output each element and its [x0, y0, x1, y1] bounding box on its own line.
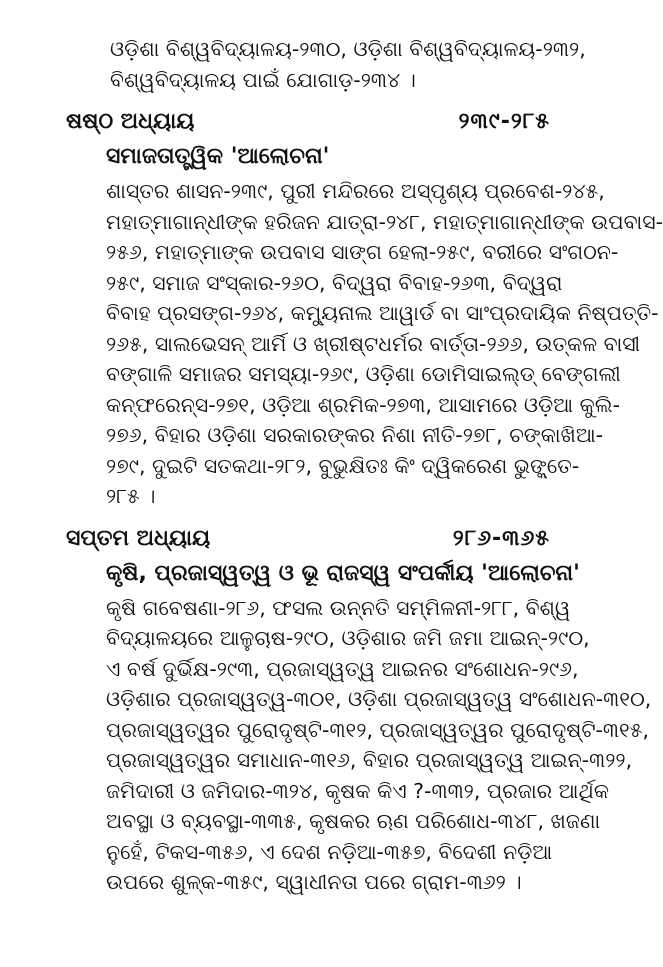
contents-line: ୨୫୯, ସମାଜ ସଂସ୍କାର-୨୬୦, ବିଦ୍ୱରା ବିବାହ-୨୬୩, ବିଦ୍ୱରା — [106, 270, 563, 295]
intro-line: ଓଡ଼ିଶା ବିଶ୍ୱବିଦ୍ୟାଳୟ-୨୩୦, ଓଡ଼ିଶା ବିଶ୍ୱବିଦ୍ୟାଳୟ-୨୩୨, — [110, 37, 586, 61]
chapter-7-subheading: କୃଷି, ପ୍ରଜାସ୍ୱତ୍ୱ ଓ ଭୂ ରାଜସ୍ୱ ସଂପର୍କୀୟ 'ଆଲୋଚନା' — [106, 560, 580, 586]
chapter-7-contents — [106, 593, 652, 898]
contents-line: ବିବାହ ପ୍ରସଙ୍ଗ-୨୬୪, କମ୍ୟୁନାଲ ଆୱାର୍ଡ ବା ସାଂପ୍ରଦାୟିକ ନିଷ୍ପତ୍ତି- — [106, 301, 659, 325]
chapter-7-page-range: ୨୮୬-୩୬୫ — [452, 525, 550, 551]
contents-line: ପ୍ରଜାସ୍ୱତ୍ୱର ସମାଧାନ-୩୧୬, ବିହାର ପ୍ରଜାସ୍ୱତ୍ୱ ଆଇନ୍-୩୨୨, — [106, 748, 633, 772]
contents-line: ୨୭୯, ଦୁଇଟି ସତକଥା-୨୮୨, ବୁଭୁକ୍ଷିତଃ କିଂ ଦ୍ୱିକରେଣ ଭୁଙ୍କ୍ତେ- — [106, 453, 580, 478]
chapter-7-heading — [66, 526, 550, 551]
contents-line: ଓଡ଼ିଶାର ପ୍ରଜାସ୍ୱତ୍ୱ-୩୦୧, ଓଡ଼ିଶା ପ୍ରଜାସ୍ୱତ୍ୱ ସଂଶୋଧନ-୩୧୦, — [106, 687, 652, 711]
contents-line: ବିଦ୍ୟାଳୟରେ ଆଳୁଚାଷ-୨୯୦, ଓଡ଼ିଶାର ଜମି ଜମା ଆଇନ୍-୨୯୦, — [106, 626, 590, 650]
contents-line: ଜମିଦାରୀ ଓ ଜମିଦାର-୩୨୪, କୃଷକ କିଏ ?-୩୩୨, ପ୍ରଜାର ଆର୍ଥିକ — [106, 778, 610, 803]
contents-line: ୨୫୬, ମହାତ୍ମାଙ୍କ ଉପବାସ ସାଙ୍ଗ ହେଲା-୨୫୯, ବରୀରେ ସଂଗଠନ- — [106, 240, 619, 264]
intro-line: ବିଶ୍ୱବିଦ୍ୟାଳୟ ପାଇଁ ଯୋଗାଡ଼-୨୩୪ । — [110, 67, 416, 92]
contents-line: ଅବସ୍ଥା ଓ ବ୍ୟବସ୍ଥା-୩୩୫, କୃଷକର ଋଣ ପରିଶୋଧ-୩୪୮, ଖଜଣା — [106, 809, 601, 833]
contents-line: ଏ ବର୍ଷ ଦୁର୍ଭିକ୍ଷ-୨୯୩, ପ୍ରଜାସ୍ୱତ୍ୱ ଆଇନର ସଂଶୋଧନ-୨୯୬, — [106, 656, 579, 681]
contents-line: ନୁହେଁ, ଟିକସ-୩୫୬, ଏ ଦେଶ ନଡ଼ିଆ-୩୫୭, ବିଦେଶୀ ନଡ଼ିଆ — [106, 839, 553, 864]
contents-line: କନ୍‌ଫରେନ୍ସ-୨୭୧, ଓଡ଼ିଆ ଶ୍ରମିକ-୨୭୩, ଆସାମରେ ଓଡ଼ିଆ କୁଲି- — [106, 392, 620, 417]
chapter-6-title: ଷଷ୍ଠ ଅଧ୍ୟାୟ — [66, 109, 195, 134]
contents-line: ୨୮୫ । — [106, 484, 156, 508]
contents-line: ବଙ୍ଗାଳି ସମାଜର ସମସ୍ୟା-୨୬୯, ଓଡ଼ିଶା ଡୋମିସାଇଲ୍ଡ୍ ବେଙ୍ଗଲୀ — [106, 362, 621, 386]
chapter-6-subheading: ସମାଜତାତ୍ତ୍ୱିକ 'ଆଲୋଚନା' — [106, 144, 330, 169]
chapter-6-contents — [106, 176, 663, 512]
contents-line: କୃଷି ଗବେଷଣା-୨୮୬, ଫସଲ ଉନ୍ନତି ସମ୍ମିଳନୀ-୨୮୮, ବିଶ୍ୱ — [106, 595, 571, 620]
chapter-6-page-range: ୨୩୯-୨୮୫ — [458, 109, 550, 134]
intro-paragraph — [110, 34, 586, 95]
chapter-6-heading — [66, 109, 550, 134]
contents-line: ମହାତ୍ମାଗାନ୍ଧୀଙ୍କ ହରିଜନ ଯାତ୍ରା-୨୪୮, ମହାତ୍ମାଗାନ୍ଧୀଙ୍କ ଉପବାସ- — [106, 209, 663, 234]
contents-line: ୨୬୫, ସାଲଭେସନ୍ ଆର୍ମି ଓ ଖ୍ରୀଷ୍ଟଧର୍ମର ବାର୍ତ୍ତା-୨୬୬, ଉତ୍କଳ ବାସୀ — [106, 331, 641, 356]
contents-line: ଶାସ୍ତର ଶାସନ-୨୩୯, ପୁରୀ ମନ୍ଦିରରେ ଅସ୍ପୃଶ୍ୟ ପ୍ରବେଶ-୨୪୫, — [106, 179, 605, 203]
contents-line: ୨୭୬, ବିହାର ଓଡ଼ିଶା ସରକାରଙ୍କର ନିଶା ନୀତି-୨୭୮, ଚଙ୍କାଖିଆ- — [106, 423, 604, 447]
contents-line: ପ୍ରଜାସ୍ୱତ୍ୱର ପୁରୋଦୃଷ୍ଟି-୩୧୨, ପ୍ରଜାସ୍ୱତ୍ୱର ପୁରୋଦୃଷ୍ଟି-୩୧୫, — [106, 717, 650, 742]
contents-line: ଉପରେ ଶୁଳ୍କ-୩୫୯, ସ୍ୱାଧୀନତା ପରେ ଗ୍ରାମ-୩୬୨ । — [106, 870, 522, 894]
chapter-7-title: ସପ୍ତମ ଅଧ୍ୟାୟ — [66, 525, 211, 551]
